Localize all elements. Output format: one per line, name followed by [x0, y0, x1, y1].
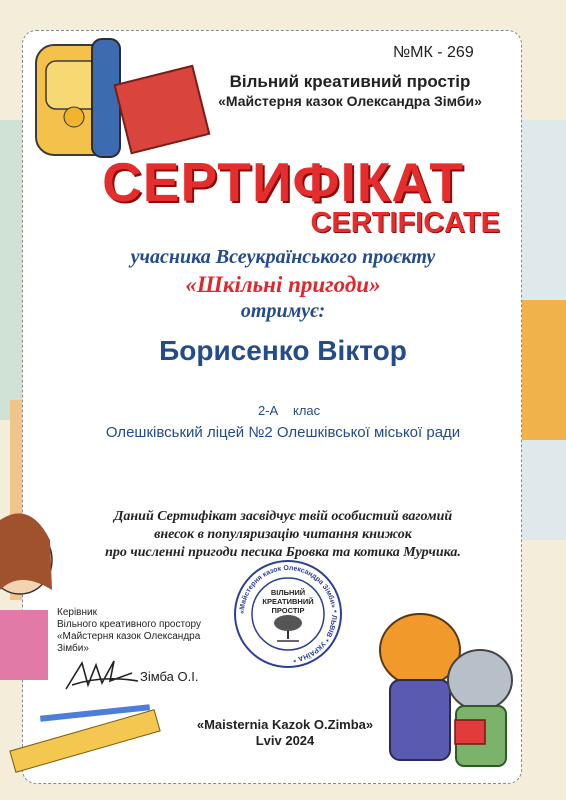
seal-center-line: КРЕАТИВНИЙ	[262, 597, 314, 606]
receives-label: отримує:	[240, 300, 326, 322]
footer-brand: «Maisternia Kazok O.Zimba»	[196, 717, 374, 732]
statement-text	[90, 508, 476, 562]
head-label-line: Керівник	[57, 607, 97, 618]
statement-line: про численні пригоди песика Бровка та котика Мурчика.	[105, 545, 461, 560]
school-name: Олешківський ліцей №2 Олешківської міської ради	[105, 424, 461, 441]
signature	[62, 655, 142, 695]
organization-seal	[233, 559, 343, 669]
organization-name: Вільний креативний простір	[229, 72, 471, 91]
seal-ring-text: «Майстерня казок Олександра Зімби» * ЛЬВІВ * УКРАЇНА *	[238, 564, 338, 663]
title-ukrainian: СЕРТИФІКАТ	[102, 151, 464, 213]
footer-place-year: Lviv 2024	[255, 733, 315, 748]
seal-center-line: ПРОСТІР	[271, 606, 305, 615]
statement-line: Даний Сертифікат засвідчує твій особистий вагомий	[113, 509, 453, 524]
head-label	[57, 607, 227, 655]
recipient-name: Борисенко Віктор	[159, 335, 407, 366]
signer-name: Зімба О.І.	[140, 669, 199, 684]
title-english: CERTIFICATE	[310, 207, 500, 239]
girl-illustration	[0, 500, 60, 680]
certificate-number: №МК - 269	[393, 44, 474, 61]
statement-line: внесок в популяризацію читання книжок	[154, 527, 412, 542]
seal-center-line: ВІЛЬНИЙ	[270, 588, 306, 597]
participant-line: учасника Всеукраїнського проєкту	[130, 246, 436, 268]
ruler-illustration	[0, 700, 170, 780]
tree-icon	[274, 615, 302, 641]
head-label-line: «Майстерня казок Олександра Зімби»	[57, 631, 201, 654]
head-label-line: Вільного креативного простору	[57, 619, 201, 630]
project-name: «Шкільні пригоди»	[185, 272, 381, 297]
organization-subtitle: «Майстерня казок Олександра Зімби»	[218, 93, 482, 109]
class-value: 2-А	[258, 403, 279, 418]
class-label: клас	[293, 403, 321, 418]
